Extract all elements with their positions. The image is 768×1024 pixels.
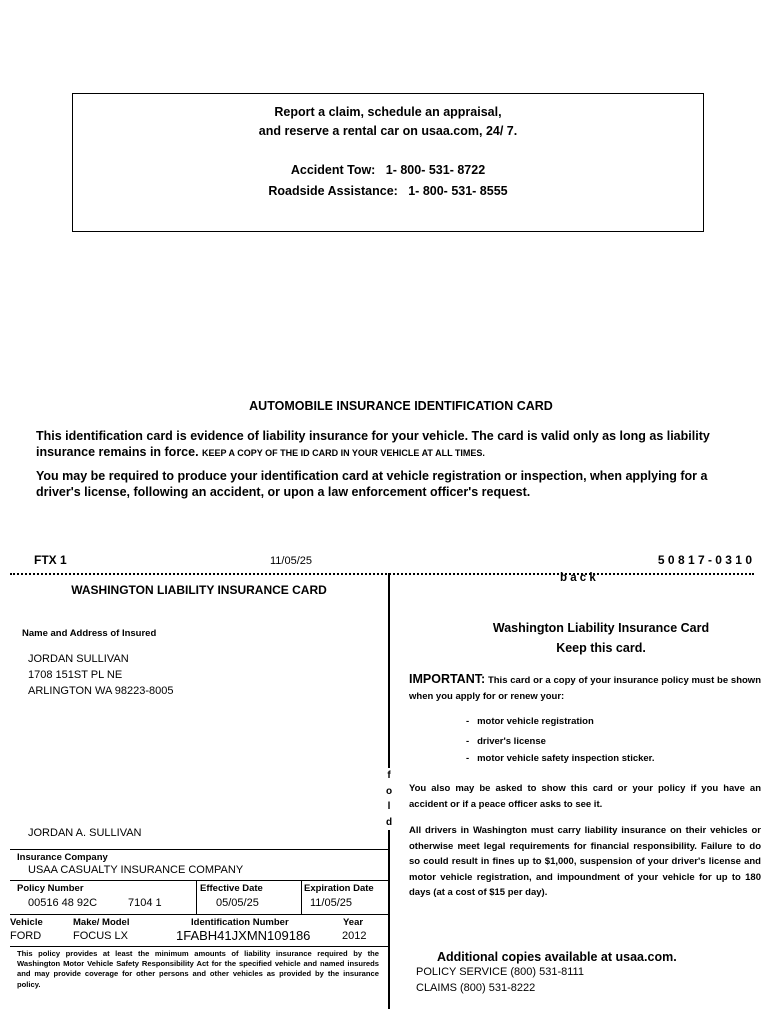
- keep-copy-notice: KEEP A COPY OF THE ID CARD IN YOUR VEHICLE AT ALL TIMES: [202, 448, 483, 458]
- make-model-label: Make/ Model: [73, 917, 130, 928]
- vehicle-label: Vehicle: [10, 917, 43, 928]
- vin-label: Identification Number: [191, 917, 289, 928]
- claim-info-line1: Report a claim, schedule an appraisal,: [274, 105, 502, 119]
- peace-officer-paragraph: You also may be asked to show this card or your policy if you have an accident or if a peace officer asks to see it.: [409, 783, 761, 810]
- divider: [196, 880, 197, 914]
- header-date: 11/05/25: [270, 555, 313, 567]
- list-item-text: motor vehicle safety inspection sticker.: [477, 753, 655, 764]
- divider: [301, 880, 302, 914]
- accident-tow-label: Accident Tow:: [290, 163, 376, 177]
- important-notice: [409, 672, 761, 704]
- claim-info-box: [72, 93, 704, 232]
- accident-tow-line: [73, 163, 703, 177]
- policy-service-phone: POLICY SERVICE (800) 531-8111: [416, 966, 584, 978]
- important-text: This card or a copy of your insurance policy must be shown when you apply for or renew your:: [409, 675, 761, 702]
- claims-phone: CLAIMS (800) 531-8222: [416, 982, 536, 994]
- divider: [10, 946, 388, 947]
- back-label: b a c k: [560, 572, 596, 584]
- right-card-subtitle: Keep this card.: [556, 641, 646, 655]
- policy-number-label: Policy Number: [17, 883, 84, 894]
- evidence-text: This identification card is evidence of liability insurance for your vehicle. The card is valid only as long as liability insurance remains in force.: [36, 429, 710, 459]
- insured-address-line1: 1708 151ST PL NE: [28, 669, 123, 681]
- form-code: FTX 1: [34, 553, 67, 567]
- produce-card-paragraph: You may be required to produce your identification card at vehicle registration or inspection, when applying for a driver's license, following an accident, or upon a law enforcement officer's request.: [36, 469, 708, 499]
- left-card-title: WASHINGTON LIABILITY INSURANCE CARD: [71, 583, 327, 597]
- insured-address-line2: ARLINGTON WA 98223-8005: [28, 685, 174, 697]
- fold-label: [385, 768, 393, 830]
- accident-tow-phone: 1- 800- 531- 8722: [385, 163, 486, 177]
- company-name: USAA CASUALTY INSURANCE COMPANY: [28, 864, 244, 876]
- list-item-text: driver's license: [477, 736, 546, 747]
- name-address-label: Name and Address of Insured: [22, 628, 157, 639]
- insured-signature-name: JORDAN A. SULLIVAN: [28, 827, 142, 839]
- id-card-evidence-paragraph: This identification card is evidence of liability insurance for your vehicle. The card is valid only as long as liability insurance remains in force. KEEP A COPY OF THE ID CARD IN YOUR VEHICLE AT ALL TIMES.: [36, 429, 710, 459]
- list-item: - motor vehicle safety inspection sticker.: [466, 753, 655, 764]
- list-item-text: motor vehicle registration: [477, 716, 594, 727]
- vehicle-year: 2012: [342, 930, 367, 942]
- important-label: IMPORTANT:: [409, 672, 486, 686]
- vehicle-model: FOCUS LX: [73, 930, 129, 942]
- list-item: - driver's license: [466, 736, 546, 747]
- roadside-line: [73, 184, 703, 198]
- vin-number: 1FABH41JXMN109186: [176, 928, 311, 943]
- right-card-title: Washington Liability Insurance Card: [492, 621, 710, 635]
- divider: [10, 914, 388, 915]
- divider: [10, 849, 388, 850]
- fold-letter: l: [387, 801, 391, 812]
- fold-letter: f: [387, 770, 391, 781]
- effective-date: 05/05/25: [216, 897, 259, 909]
- roadside-label: Roadside Assistance:: [268, 184, 398, 198]
- policy-suffix: 7104 1: [128, 897, 162, 909]
- roadside-phone: 1- 800- 531- 8555: [408, 184, 508, 198]
- coverage-disclaimer: This policy provides at least the minimum amounts of liability insurance required by the Washington Motor Vehicle Safety Responsibility Act for the specified vehicle and named insureds and may provide coverage for other persons and other vehicles as provided by the insurance policy.: [17, 949, 379, 989]
- liability-requirement-paragraph: All drivers in Washington must carry liability insurance on their vehicles or otherwise meet legal requirements for financial responsibility. Failure to do so could result in fines up to $1,000, suspension of your driver's license and motor vehicle registration, and impoundment of your vehicle for up to 180 days (at a cost of $15 per day).: [409, 825, 761, 898]
- insured-name: JORDAN SULLIVAN: [28, 653, 129, 665]
- expiration-date: 11/05/25: [310, 897, 353, 909]
- fold-letter: o: [385, 785, 393, 797]
- cut-line: [10, 573, 754, 575]
- list-item: - motor vehicle registration: [466, 716, 594, 727]
- company-label: Insurance Company: [17, 852, 108, 863]
- policy-number: 00516 48 92C: [28, 897, 98, 909]
- year-label: Year: [343, 917, 364, 928]
- expiration-date-label: Expiration Date: [304, 883, 374, 894]
- page-title: AUTOMOBILE INSURANCE IDENTIFICATION CARD: [249, 399, 553, 413]
- vehicle-make: FORD: [10, 930, 42, 942]
- reference-number: 5 0 8 1 7 - 0 3 1 0: [657, 553, 752, 567]
- fold-letter: d: [385, 816, 393, 828]
- divider: [10, 880, 388, 881]
- claim-info-line2: and reserve a rental car on usaa.com, 24/ 7.: [258, 124, 518, 138]
- effective-date-label: Effective Date: [200, 883, 263, 894]
- additional-copies: Additional copies available at usaa.com.: [437, 950, 677, 964]
